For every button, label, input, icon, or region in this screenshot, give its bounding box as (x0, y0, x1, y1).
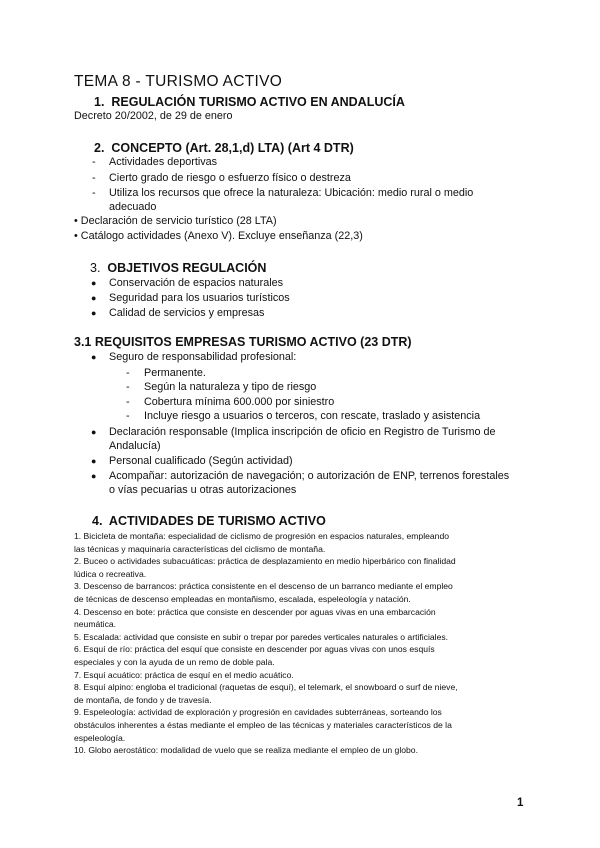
section-3-title: OBJETIVOS REGULACIÓN (107, 261, 267, 275)
activity-line: 2. Buceo o actividades subacuáticas: práctica de desplazamiento en medio hiperbárico con finalidad (74, 556, 456, 567)
section-3-heading (90, 261, 266, 275)
requirement-item: Declaración responsable (Implica inscripción de oficio en Registro de Turismo de (109, 426, 496, 438)
objective-item: Calidad de servicios y empresas (109, 307, 265, 319)
concept-item: Cierto grado de riesgo o esfuerzo físico o destreza (109, 172, 351, 184)
concept-item: Utiliza los recursos que ofrece la naturaleza: Ubicación: medio rural o medio (109, 187, 474, 199)
section-1-heading (94, 95, 405, 109)
section-1-text: Decreto 20/2002, de 29 de enero (74, 110, 233, 122)
insurance-sub-item: Permanente. (144, 367, 206, 379)
activity-line: obstáculos inherentes a éstas mediante el empleo de las técnicas y materiales característicos de la (74, 719, 452, 730)
activity-line: neumática. (74, 619, 117, 630)
insurance-sub-item: Cobertura mínima 600.000 por siniestro (144, 396, 335, 408)
activity-line: 10. Globo aerostático: modalidad de vuelo que se realiza mediante el empleo de un globo. (74, 745, 418, 756)
activity-line: 5. Escalada: actividad que consiste en subir o trepar por paredes verticales naturales o artificiales. (74, 631, 449, 642)
dash-marker: - (126, 396, 130, 408)
concept-item-continuation: adecuado (109, 201, 157, 213)
objective-item: Conservación de espacios naturales (109, 277, 284, 289)
dash-marker: - (126, 410, 130, 422)
insurance-sub-item: Incluye riesgo a usuarios o terceros, con rescate, traslado y asistencia (144, 410, 481, 422)
requirement-item: Personal cualificado (Según actividad) (109, 455, 293, 467)
activity-line: 8. Esquí alpino: engloba el tradicional (raquetas de esquí), el telemark, el snowboard o surf de nieve, (74, 682, 458, 693)
activity-line: 7. Esquí acuático: práctica de esquí en el medio acuático. (74, 669, 294, 680)
bullet-dot: ● (91, 471, 97, 481)
requirement-item-continuation: o vías pecuarias u otras autorizaciones (109, 484, 297, 496)
bullet-dot: ● (91, 427, 97, 437)
section-2-heading (94, 141, 354, 155)
section-3-1-heading: 3.1 REQUISITOS EMPRESAS TURISMO ACTIVO (23 DTR) (74, 335, 412, 349)
concept-item: Actividades deportivas (109, 156, 218, 168)
dash-marker: - (92, 187, 96, 199)
dash-marker: - (126, 381, 130, 393)
requirement-item-continuation: Andalucía) (109, 440, 161, 452)
bullet-dot: ● (91, 293, 97, 303)
activity-line: 1. Bicicleta de montaña: especialidad de ciclismo de progresión en espacios naturales, empleando (74, 531, 450, 541)
activity-line: de montaña, de fondo y de travesía. (74, 694, 212, 705)
section-1-title: REGULACIÓN TURISMO ACTIVO EN ANDALUCÍA (111, 95, 405, 109)
bullet-dot: ● (91, 278, 97, 288)
activity-line: 3. Descenso de barrancos: práctica consistente en el descenso de un barranco mediante el empleo (74, 581, 453, 592)
activity-line: 9. Espeleología: actividad de exploración y progresión en cavidades subterráneas, sorteando los (74, 707, 442, 718)
section-4-number: 4. (92, 514, 103, 528)
requirement-item: Seguro de responsabilidad profesional: (109, 351, 297, 363)
activity-line: espeleología. (74, 732, 126, 743)
concept-bullet: • Catálogo actividades (Anexo V). Excluye enseñanza (22,3) (74, 230, 363, 242)
bullet-dot: ● (91, 308, 97, 318)
document-title: TEMA 8 - TURISMO ACTIVO (74, 73, 283, 90)
activity-line: 6. Esquí de río: práctica del esquí que consiste en descender por aguas vivas con unos esquís (74, 644, 435, 655)
requirement-item: Acompañar: autorización de navegación; o autorización de ENP, terrenos forestales (109, 470, 510, 482)
section-1-number: 1. (94, 95, 105, 109)
objective-item: Seguridad para los usuarios turísticos (109, 292, 290, 304)
dash-marker: - (126, 367, 130, 379)
dash-marker: - (92, 172, 96, 184)
page-number: 1 (517, 797, 524, 809)
section-4-heading (92, 514, 326, 528)
section-2-title: CONCEPTO (Art. 28,1,d) LTA) (Art 4 DTR) (111, 141, 354, 155)
concept-bullet: • Declaración de servicio turístico (28 LTA) (74, 215, 277, 227)
dash-marker: - (92, 156, 96, 168)
section-2-number: 2. (94, 141, 105, 155)
activity-line: 4. Descenso en bote: práctica que consiste en descender por aguas vivas en una embarcación (74, 606, 436, 617)
insurance-sub-item: Según la naturaleza y tipo de riesgo (144, 381, 317, 393)
activity-line: lúdica o recreativa. (74, 568, 147, 579)
bullet-dot: ● (91, 456, 97, 466)
activity-line: especiales y con la ayuda de un remo de doble pala. (74, 656, 275, 667)
activity-line: las técnicas y maquinaria características del ciclismo de montaña. (74, 543, 326, 554)
bullet-dot: ● (91, 352, 97, 362)
section-4-title: ACTIVIDADES DE TURISMO ACTIVO (108, 514, 326, 528)
activities-list (74, 530, 524, 757)
section-3-number: 3. (90, 261, 101, 275)
activity-line: de técnicas de descenso empleadas en montañismo, escalada, espeleología y natación. (74, 593, 411, 604)
